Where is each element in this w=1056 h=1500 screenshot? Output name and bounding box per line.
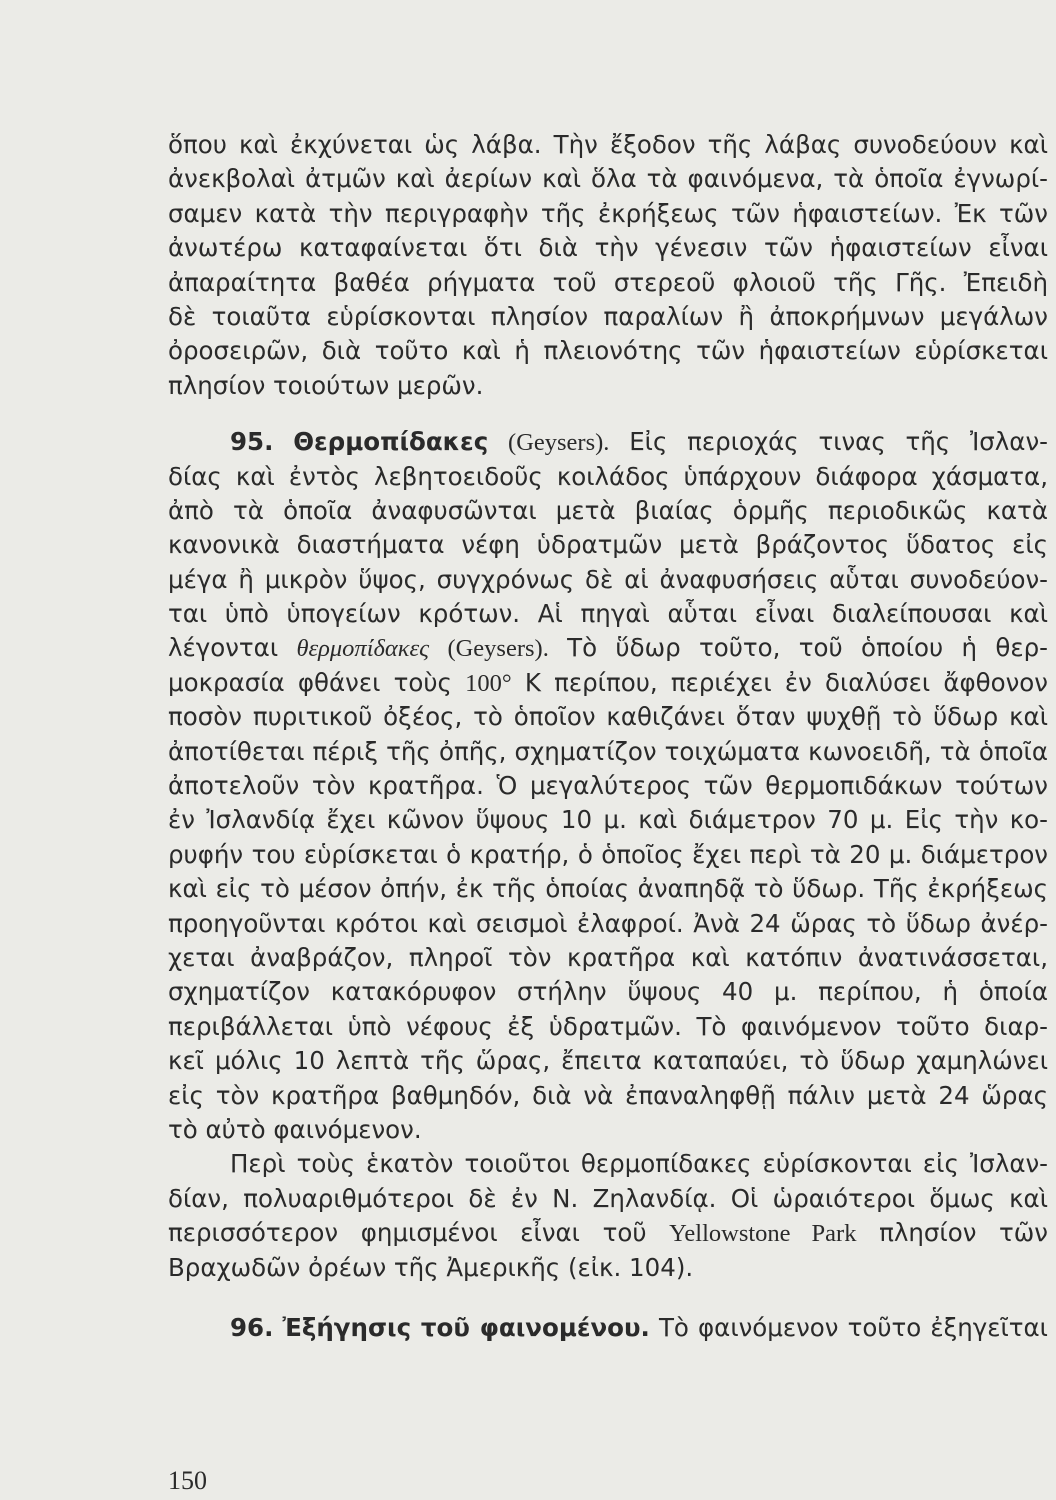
section-96-explanation: [168, 1311, 1048, 1345]
text-line: Περὶ τοὺς ἑκατὸν τοιοῦτοι θερμοπίδακες εὑρίσκονται εἰς Ἰσλαν-: [230, 1149, 1048, 1179]
text-line: προηγοῦνται κρότοι καὶ σεισμοὶ ἐλαφροί. Ἀνὰ 24 ὥρας τὸ ὕδωρ ἀνέρ-: [168, 908, 1048, 938]
text-line: ἀποτίθεται πέριξ τῆς ὀπῆς, σχηματίζον τοιχώματα κωνοειδῆ, τὰ ὁποῖα: [168, 736, 1048, 766]
text-fragment: Κ περίπου, περιέχει ἐν διαλύσει ἄφθονον: [524, 667, 1048, 697]
text-fragment: πλησίον τῶν: [879, 1218, 1048, 1248]
section-number: 95.: [230, 427, 274, 457]
text-fragment: Τὸ ὕδωρ τοῦτο, τοῦ ὁποίου ἡ θερ-: [567, 633, 1048, 663]
text-line: ἀνωτέρω καταφαίνεται ὅτι διὰ τὴν γένεσιν τῶν ἡφαιστείων εἶναι: [168, 233, 1048, 263]
text-line: ρυφήν του εὑρίσκεται ὁ κρατήρ, ὁ ὁποῖος ἔχει περὶ τὰ 20 μ. διάμετρον: [168, 839, 1048, 869]
page-text: [168, 128, 1048, 1345]
text-fragment: μοκρασία φθάνει τοὺς: [168, 667, 452, 697]
section-96-first-line: [168, 1311, 1048, 1345]
text-line: σαμεν κατὰ τὴν περιγραφὴν τῆς ἐκρήξεως τῶν ἡφαιστείων. Ἐκ τῶν: [168, 198, 1048, 228]
text-line: δίας καὶ ἐντὸς λεβητοειδοῦς κοιλάδος ὑπάρχουν διάφορα χάσματα,: [168, 461, 1048, 491]
text-line: Βραχωδῶν ὀρέων τῆς Ἀμερικῆς (εἰκ. 104).: [168, 1252, 694, 1282]
section-title-paren: (Geysers).: [508, 429, 610, 457]
text-fragment: (Geysers).: [447, 635, 549, 663]
paragraph-geyser-locations: [168, 1147, 1048, 1285]
text-line: κανονικὰ διαστήματα νέφη ὑδρατμῶν μετὰ βράζοντος ὕδατος εἰς: [168, 530, 1048, 560]
text-line: καὶ εἰς τὸ μέσον ὀπήν, ἐκ τῆς ὁποίας ἀναπηδᾷ τὸ ὕδωρ. Τῆς ἐκρήξεως: [168, 874, 1048, 904]
text-line: ὅπου καὶ ἐκχύνεται ὡς λάβα. Τὴν ἔξοδον τῆς λάβας συνοδεύουν καὶ: [168, 130, 1048, 159]
section-95-geysers: [168, 425, 1048, 1147]
text-line: ἀπαραίτητα βαθέα ρήγματα τοῦ στερεοῦ φλοιοῦ τῆς Γῆς. Ἐπειδὴ: [168, 267, 1048, 297]
text-line: δὲ τοιαῦτα εὑρίσκονται πλησίον παραλίων ἢ ἀποκρήμνων μεγάλων: [168, 301, 1048, 331]
section-title: Θερμοπίδακες: [293, 427, 489, 457]
text-line: ὀροσειρῶν, διὰ τοῦτο καὶ ἡ πλειονότης τῶν ἡφαιστείων εὑρίσκεται: [168, 336, 1048, 366]
text-line: ται ὑπὸ ὑπογείων κρότων. Αἱ πηγαὶ αὗται εἶναι διαλείπουσαι καὶ: [168, 599, 1048, 629]
paragraph-volcano-continuation: [168, 128, 1048, 403]
text-line: [168, 666, 1048, 700]
text-line: εἰς τὸν κρατῆρα βαθμηδόν, διὰ νὰ ἐπαναληφθῇ πάλιν μετὰ 24 ὥρας: [168, 1080, 1048, 1110]
text-line: πλησίον τοιούτων μερῶν.: [168, 370, 484, 400]
section-95-first-line: [168, 425, 1048, 459]
section-number: 96.: [230, 1312, 274, 1342]
text-line: σχηματίζον κατακόρυφον στήλην ὕψους 40 μ. περίπου, ἡ ὁποία: [168, 977, 1048, 1007]
text-line: [168, 1216, 1048, 1250]
text-line: κεῖ μόλις 10 λεπτὰ τῆς ὥρας, ἔπειτα καταπαύει, τὸ ὕδωρ χαμηλώνει: [168, 1046, 1048, 1076]
text-line: περιβάλλεται ὑπὸ νέφους ἐξ ὑδρατμῶν. Τὸ φαινόμενον τοῦτο διαρ-: [168, 1011, 1048, 1041]
text-line: ἀπὸ τὰ ὁποῖα ἀναφυσῶνται μετὰ βιαίας ὁρμῆς περιοδικῶς κατὰ: [168, 495, 1048, 525]
temperature-value: 100°: [465, 669, 512, 697]
text-line: χεται ἀναβράζον, πληροῖ τὸν κρατῆρα καὶ κατόπιν ἀνατινάσσεται,: [168, 942, 1048, 972]
term-geysers-italic: θερμοπίδακες: [296, 635, 430, 663]
text-line: [168, 631, 1048, 665]
text-fragment: λέγονται: [168, 633, 279, 663]
text-line: ποσὸν πυριτικοῦ ὀξέος, τὸ ὁποῖον καθιζάνει ὅταν ψυχθῇ τὸ ὕδωρ καὶ: [168, 702, 1048, 732]
text-line: τὸ αὐτὸ φαινόμενον.: [168, 1114, 422, 1144]
text-line: μέγα ἢ μικρὸν ὕψος, συγχρόνως δὲ αἱ ἀναφυσήσεις αὗται συνοδεύον-: [168, 564, 1048, 594]
text-line: ἐν Ἰσλανδίᾳ ἔχει κῶνον ὕψους 10 μ. καὶ διάμετρον 70 μ. Εἰς τὴν κο-: [168, 805, 1048, 835]
section-title: Ἐξήγησις τοῦ φαινομένου.: [282, 1312, 650, 1342]
page-number: 150: [168, 1466, 207, 1495]
text-line: ἀνεκβολαὶ ἀτμῶν καὶ ἀερίων καὶ ὅλα τὰ φαινόμενα, τὰ ὁποῖα ἐγνωρί-: [168, 164, 1048, 194]
place-name-yellowstone: Yellowstone Park: [669, 1220, 857, 1248]
text-line: δίαν, πολυαριθμότεροι δὲ ἐν Ν. Ζηλανδίᾳ. Οἱ ὡραιότεροι ὅμως καὶ: [168, 1183, 1048, 1213]
text-fragment: Εἰς περιοχάς τινας τῆς Ἰσλαν-: [629, 427, 1048, 457]
text-fragment: περισσότερον φημισμένοι εἶναι τοῦ: [168, 1218, 647, 1248]
text-line: ἀποτελοῦν τὸν κρατῆρα. Ὁ μεγαλύτερος τῶν θερμοπιδάκων τούτων: [168, 771, 1048, 801]
text-fragment: Τὸ φαινόμενον τοῦτο ἐξηγεῖται: [658, 1312, 1048, 1342]
